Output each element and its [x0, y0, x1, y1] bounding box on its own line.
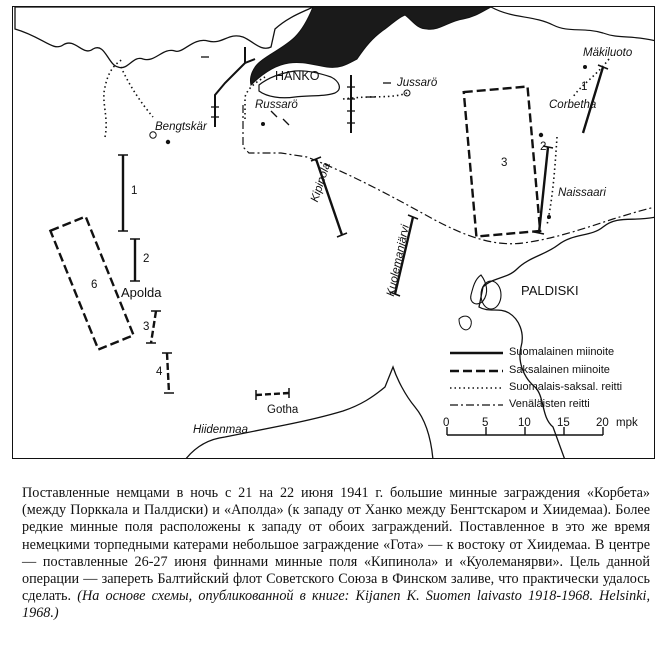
- east-coast: [491, 7, 655, 41]
- scale-tick-15: 15: [557, 417, 570, 429]
- field-number-2-west: 2: [143, 253, 150, 265]
- label-hiidenmaa: Hiidenmaa: [193, 424, 248, 436]
- field-number-1-east: 1: [581, 81, 588, 93]
- legend-russian-route: Venäläisten reitti: [509, 398, 590, 410]
- label-makiluoto: Mäkiluoto: [583, 47, 633, 59]
- label-paldiski: PALDISKI: [521, 283, 579, 298]
- field-number-3-east: 3: [501, 157, 508, 169]
- scale-tick-20: 20: [596, 417, 609, 429]
- scale-unit: mpk: [616, 417, 638, 429]
- label-bengtskar: Bengtskär: [155, 121, 207, 133]
- caption-text: Поставленные немцами в ночь с 21 на 22 июня 1941 г. большие минные заграждения «Корбета» (между Порккала и Палдиски) и «Аполда» (к западу от Ханко между Бенгтскаром и Хиидемаа). Более редкие минные поля расположены к западу от обоих заграждений. Поставленное в это же время немецкими торпедными катерами небольшое заграждение «Гота» — к востоку от Хиидемаа. В центре — поставленные 26-27 июня финнами минные поля «Кипинола» и «Куолеманярви». Цель данной операции — запереть Балтийский флот Советского Союза в Финском заливе, что практически удалось сделать.: [22, 485, 650, 605]
- russian-route: [243, 105, 655, 244]
- field-number-2-east: 2: [540, 141, 547, 153]
- scale-tick-0: 0: [443, 417, 450, 429]
- scale-tick-10: 10: [518, 417, 531, 429]
- label-kuolemanjarvi: Kuolemanjärvi: [385, 223, 412, 298]
- label-jussaro: Jussarö: [397, 77, 438, 89]
- label-kipinola: Kipinola: [309, 161, 334, 204]
- hiidenmaa-coastline: [185, 367, 433, 459]
- estonia-small-island: [459, 316, 471, 330]
- legend-finnish-german-route: Suomalais-saksal. reitti: [509, 381, 623, 393]
- map: [12, 6, 655, 459]
- legend-german-mines: Saksalainen miinoite: [509, 364, 610, 376]
- map-caption: [22, 485, 650, 623]
- label-russaro: Russarö: [255, 99, 298, 111]
- scale-tick-5: 5: [482, 417, 489, 429]
- label-hanko: HANKO: [275, 69, 320, 83]
- field-number-1-west: 1: [131, 185, 138, 197]
- legend-symbols: [450, 353, 503, 405]
- legend-finnish-mines: Suomalainen miinoite: [509, 346, 615, 358]
- field-number-6: 6: [91, 279, 98, 291]
- field-number-4-west: 4: [156, 366, 163, 378]
- paldiski-peninsula: [471, 275, 487, 304]
- caption-source: (На основе схемы, опубликованной в книге: Kijanen K. Suomen laivasto 1918-1968. Helsinki, 1968.): [22, 588, 651, 622]
- label-gotha: Gotha: [267, 404, 299, 416]
- label-apolda: Apolda: [121, 285, 162, 300]
- field-number-3-west: 3: [143, 321, 150, 333]
- label-corbetha: Corbetha: [549, 99, 597, 111]
- label-naissaari: Naissaari: [558, 187, 606, 199]
